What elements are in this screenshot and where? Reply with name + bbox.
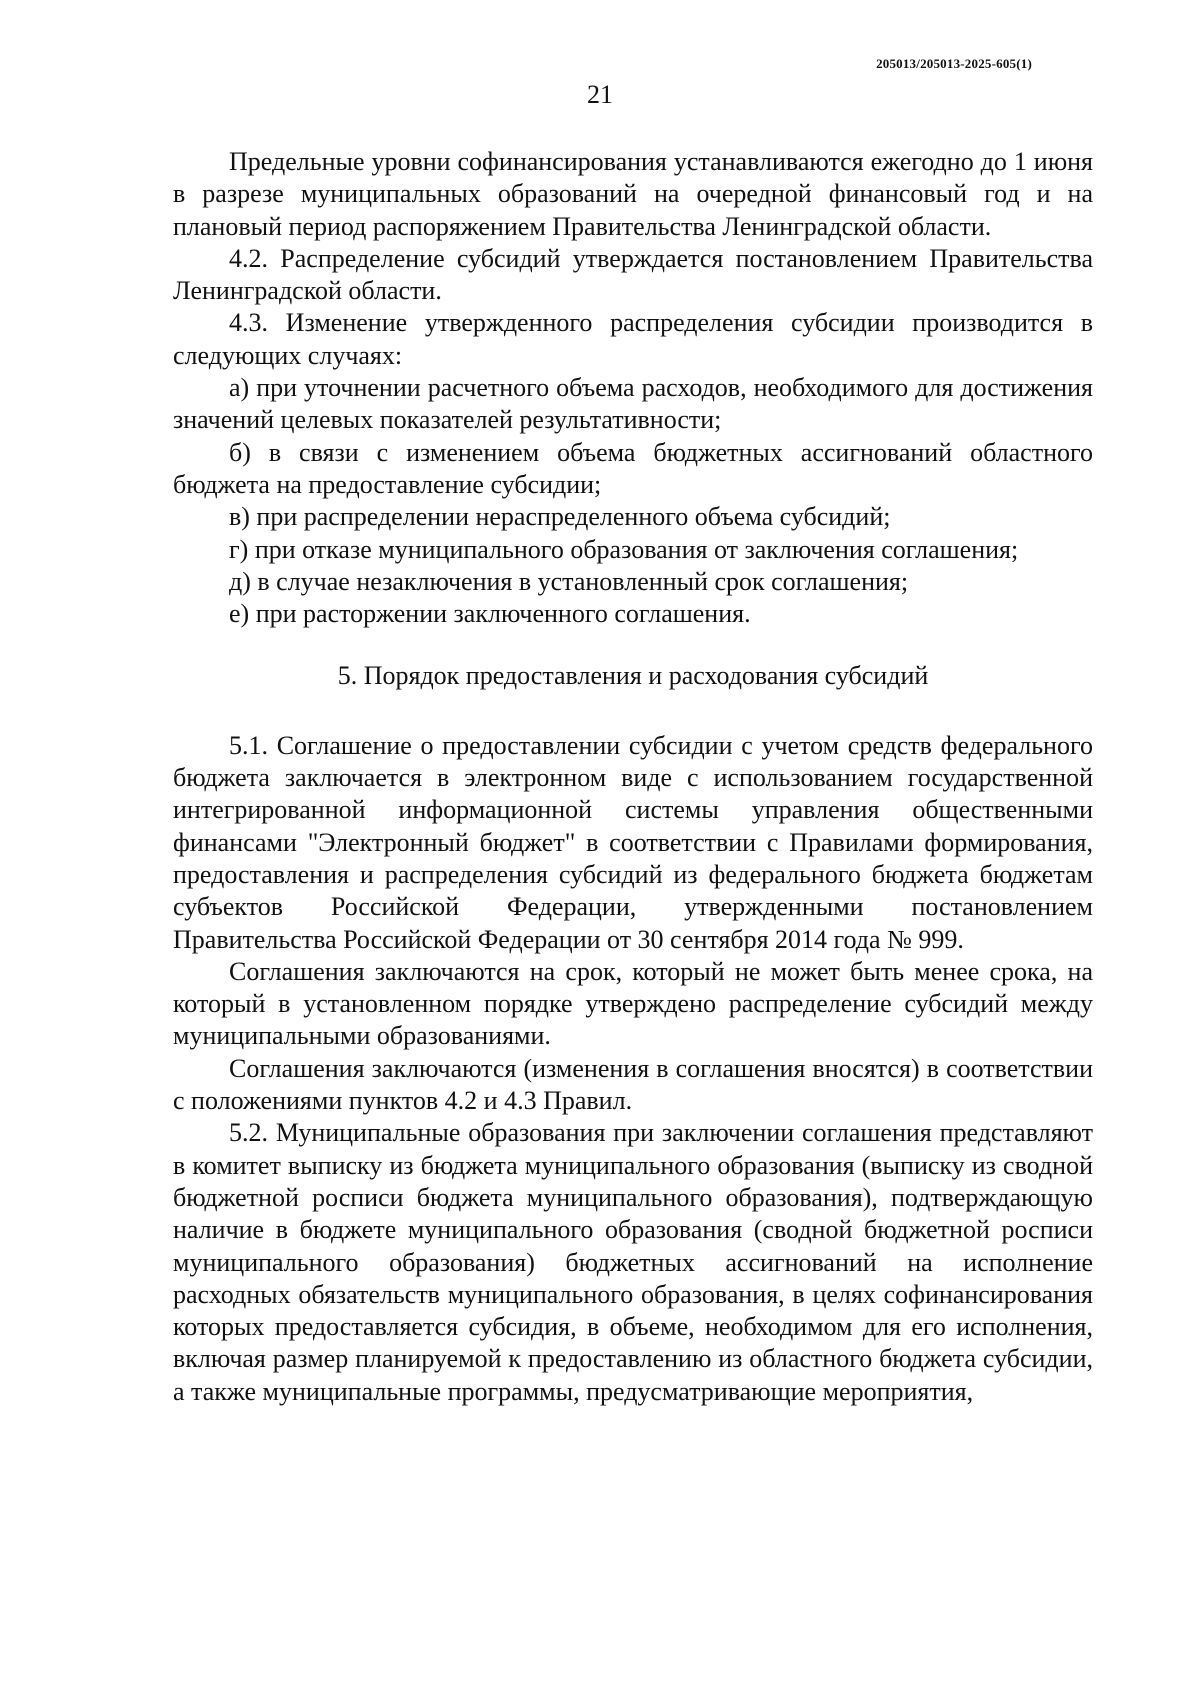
paragraph-4-3: 4.3. Изменение утвержденного распределения субсидии производится в следующих случаях:: [173, 308, 1093, 370]
paragraph-agreement-term: Соглашения заключаются на срок, который не может быть менее срока, на который в установленном порядке утверждено распределение субсидий между муниципальными образованиями.: [173, 956, 1093, 1051]
paragraph-5-2: 5.2. Муниципальные образования при заключении соглашения представляют в комитет выписку из бюджета муниципального образования (выписку из сводной бюджетной росписи бюджета муниципального образования), подтверждающую наличие в бюджете муниципального образования (сводной бюджетной росписи муниципального образования) бюджетных ассигнований на исполнение расходных обязательств муниципального образования, в целях софинансирования которых предоставляется субсидия, в объеме, необходимом для его исполнения, включая размер планируемой к предоставлению из областного бюджета субсидии, а также муниципальные программы, предусматривающие мероприятия,: [173, 1118, 1093, 1406]
list-item-e: е) при расторжении заключенного соглашения.: [229, 599, 751, 629]
list-item-a: а) при уточнении расчетного объема расходов, необходимого для достижения значений целевых показателей результативности;: [173, 373, 1093, 435]
page-number: 21: [587, 80, 613, 109]
paragraph-cofinancing-levels: Предельные уровни софинансирования устанавливаются ежегодно до 1 июня в разрезе муниципальных образований на очередной финансовый год и на плановый период распоряжением Правительства Ленинградской области.: [173, 147, 1093, 241]
list-item-b: б) в связи с изменением объема бюджетных ассигнований областного бюджета на предоставление субсидии;: [173, 437, 1093, 499]
list-item-g: г) при отказе муниципального образования от заключения соглашения;: [229, 534, 1019, 564]
list-item-d: д) в случае незаключения в установленный срок соглашения;: [229, 566, 909, 596]
paragraph-5-1: 5.1. Соглашение о предоставлении субсидии с учетом средств федерального бюджета заключается в электронном виде с использованием государственной интегрированной информационной системы управления общественными финансами "Электронный бюджет" в соответствии с Правилами формирования, предоставления и распределения субсидий из федерального бюджета бюджетам субъектов Российской Федерации, утвержденными постановлением Правительства Российской Федерации от 30 сентября 2014 года № 999.: [173, 730, 1093, 954]
document-body: [173, 146, 1093, 1408]
paragraph-4-2: 4.2. Распределение субсидий утверждается постановлением Правительства Ленинградской области.: [173, 243, 1093, 306]
document-id: 205013/205013-2025-605(1): [876, 56, 1032, 71]
section-heading: 5. Порядок предоставления и расходования субсидий: [337, 661, 929, 691]
list-item-v: в) при распределении нераспределенного объема субсидий;: [229, 502, 891, 532]
paragraph-agreement-changes: Соглашения заключаются (изменения в соглашения вносятся) в соответствии с положениями пунктов 4.2 и 4.3 Правил.: [173, 1053, 1093, 1116]
